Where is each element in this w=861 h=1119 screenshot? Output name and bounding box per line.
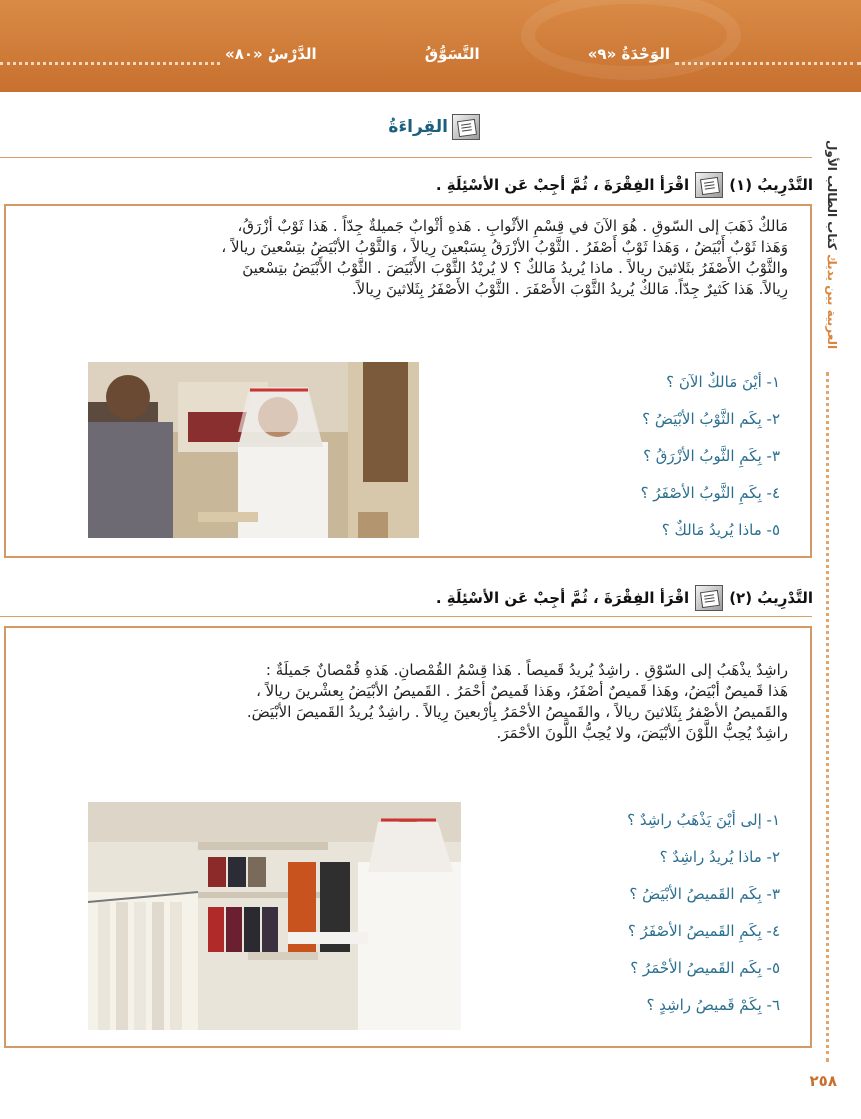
exercise-1-questions bbox=[520, 364, 780, 549]
exercise-2-label: التَّدْرِيبُ (٢) bbox=[729, 589, 813, 607]
topic-label: التَّسَوُّقُ bbox=[424, 45, 480, 63]
question-item: ٣- بِكَم القَميصُ الأبْيَضُ ؟ bbox=[629, 885, 780, 903]
header-dotted-line-left bbox=[0, 62, 220, 65]
exercise-2-questions bbox=[520, 802, 780, 1024]
shopping-photo-shirts bbox=[88, 802, 461, 1030]
exercise-2-paragraph bbox=[66, 660, 788, 744]
paragraph-line: رِيالاً. هَذا كَثيرٌ جِدّاً. مَالكٌ يُريدُ الثَّوْبَ الأَصْفَرَ . الثَّوْبُ الأَصْفَرُ بِثَلاثينَ رِيالاً. bbox=[351, 280, 788, 298]
exercise-1-paragraph bbox=[66, 216, 788, 300]
question-item: ٥- ماذا يُريدُ مَالكٌ ؟ bbox=[661, 521, 780, 539]
paragraph-line: وَهَذا ثَوْبٌ أَبْيَضُ ، وَهَذا ثَوْبٌ أَصْفَرُ . الثَّوْبُ الأزْرَقُ بِسَبْعينَ رِيالاً ، وَالثَّوْبُ الأبْيَضُ بتِسْعينَ ريالاً ، bbox=[221, 238, 788, 256]
question-item: ٤- بِكَمِ القَميصُ الأصْفَرُ ؟ bbox=[627, 922, 780, 940]
paragraph-line: والقَميصُ الأصْفرُ بِثَلاثينَ ريالاً ، والقَميصُ الأحْمَرُ بِأرْبعينَ رِيالاً . راشِدٌ يُريدُ القَميصَ الأبْيَضَ. bbox=[246, 703, 788, 721]
header-decoration bbox=[521, 0, 741, 80]
question-item: ٢- بِكَم الثَّوْبُ الأبْيَضُ ؟ bbox=[642, 410, 780, 428]
question-item: ١- إلى أيْنَ يَذْهَبُ راشِدٌ ؟ bbox=[627, 811, 780, 829]
question-item: ٥- بِكَم القَميصُ الأحْمَرُ ؟ bbox=[630, 959, 780, 977]
lesson-label: الدَّرْسُ «٨٠» bbox=[225, 45, 317, 63]
exercise-2-title bbox=[436, 583, 813, 613]
question-item: ١- أيْنَ مَالكٌ الآنَ ؟ bbox=[666, 373, 780, 391]
book-name: كتاب الطالب الأول bbox=[825, 140, 839, 250]
unit-label: الوَحْدَةُ «٩» bbox=[587, 45, 670, 63]
question-item: ٦- بِكَمْ قَميصُ راشِدٍ ؟ bbox=[646, 996, 780, 1014]
question-item: ٢- ماذا يُريدُ راشِدٌ ؟ bbox=[659, 848, 780, 866]
side-dotted-line bbox=[826, 372, 829, 1062]
page-number: ٢٥٨ bbox=[809, 1072, 837, 1090]
section-heading bbox=[360, 110, 480, 144]
paragraph-line: مَالكٌ ذَهَبَ إلى السّوقِ . هُوَ الآنَ في قِسْمِ الأثْوابِ . هَذهِ أثْوابٌ جَميلةٌ جِدّاً . هَذا ثَوْبٌ أزْرَقُ، bbox=[237, 217, 788, 235]
exercise-2-rule bbox=[0, 616, 812, 617]
shopping-photo-thobe bbox=[88, 362, 419, 538]
reading-icon bbox=[695, 585, 723, 611]
question-item: ٤- بِكَمِ الثَّوبُ الأصْفَرُ ؟ bbox=[640, 484, 780, 502]
paragraph-line: هَذا قَميصٌ أبْيَضُ، وهَذا قَميصٌ أصْفَرُ، وهَذا قَميصٌ أحْمَرُ . القَميصُ الأبْيَضُ بِعشْرينَ ريالاً ، bbox=[256, 682, 788, 700]
exercise-1-title bbox=[436, 170, 813, 200]
question-item: ٣- بِكَمِ الثَّوبُ الأزْرَقُ ؟ bbox=[643, 447, 780, 465]
exercise-1-box bbox=[4, 204, 812, 558]
exercise-2-instruction: اقْرَأ الفِقْرَةَ ، ثُمَّ أجِبْ عَن الأسْئِلَةِ . bbox=[435, 589, 690, 607]
paragraph-line: راشِدٌ يذْهَبُ إلى السّوْقِ . راشِدٌ يُريدُ قَميصاً . هَذا قِسْمُ القُمْصانِ. هَذهِ قُمْصانٌ جَميلَةٌ : bbox=[265, 661, 788, 679]
reading-icon bbox=[452, 114, 480, 140]
paragraph-line: والثَّوْبُ الأَصْفَرُ بثَلاثينَ ريالاً . ماذا يُريدُ مَالكٌ ؟ لا يُريْدُ الثَّوْبَ الأَبْيَضَ . الثَّوْبُ الأَبْيَضُ بتِسْعينَ bbox=[242, 259, 788, 277]
paragraph-line: راشِدٌ يُحِبُّ اللَّوْنَ الأبْيَضَ، ولا يُحِبُّ اللَّونَ الأحْمَرَ. bbox=[496, 724, 788, 742]
page-header bbox=[0, 0, 861, 92]
reading-icon bbox=[695, 172, 723, 198]
side-caption bbox=[815, 140, 839, 370]
exercise-1-label: التَّدْرِيبُ (١) bbox=[729, 176, 813, 194]
exercise-1-rule bbox=[0, 157, 812, 158]
series-name: العربية بين يديك bbox=[825, 253, 839, 350]
exercise-2-box bbox=[4, 626, 812, 1048]
header-title bbox=[225, 45, 670, 63]
header-dotted-line-right bbox=[675, 62, 861, 65]
section-title: القِراءَةُ bbox=[388, 117, 448, 137]
exercise-1-instruction: اقْرَأ الفِقْرَةَ ، ثُمَّ أجِبْ عَن الأسْئِلَةِ . bbox=[435, 176, 690, 194]
